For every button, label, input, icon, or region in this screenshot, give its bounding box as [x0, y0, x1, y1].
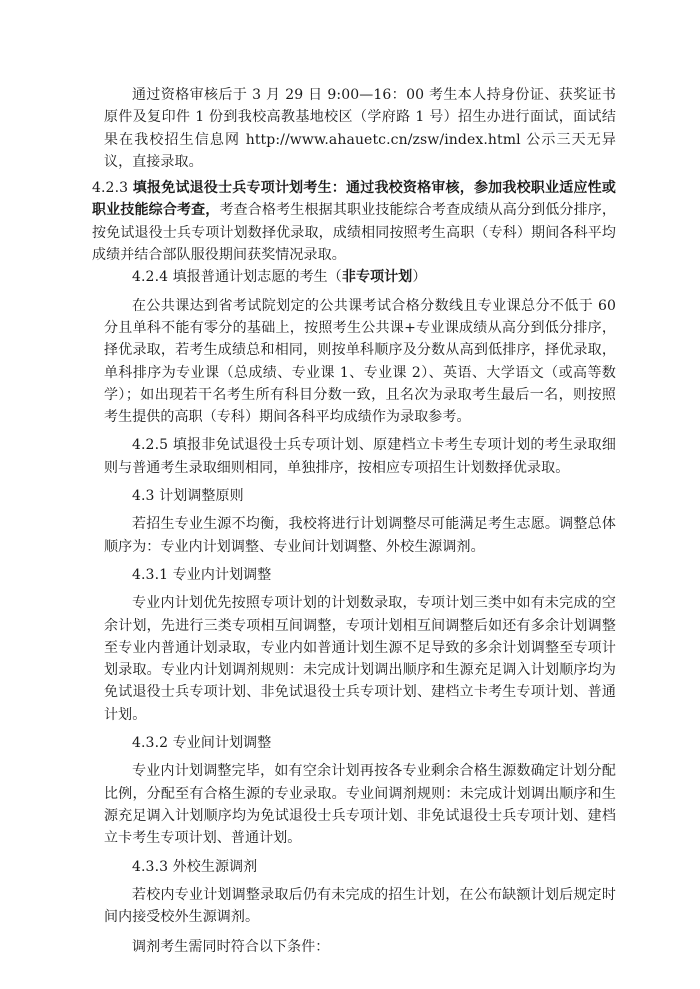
section-4-2-5: 4.2.5 填报非免试退役士兵专项计划、原建档立卡考生专项计划的考生录取细则与普通考生录取细则相同，单独排序，按相应专项招生计划数择优录取。	[104, 437, 616, 476]
heading-4-3-1: 4.3.1 专业内计划调整	[132, 566, 272, 583]
section-4-2-3-text: 考查合格考生根据其职业技能综合考查成绩从高分到低分排序，按免试退役士兵专项计划数择优录取，成绩相同按照考生高职（专科）期间各科平均成绩并结合部队服役期间获奖情况录取。	[92, 202, 616, 264]
paragraph-general-admission: 在公共课达到省考试院划定的公共课考试合格分数线且专业课总分不低于 60 分且单科不能有零分的基础上，按照考生公共课+专业课成绩从高分到低分排序，择优录取，若考生成绩总和相同，则按单科顺序及分数从高到低排序，择优录取，单科排序为专业课（总成绩、专业课 1、专业课 2）、英语、大学语文（或高等数学）；如出现若干名考生所有科目分数一致，且名次为录取考生最后一名，则按照考生提供的高职（专科）期间各科平均成绩作为录取参考。	[104, 297, 616, 426]
paragraph-external-transfer: 若校内专业计划调整录取后仍有未完成的招生计划，在公布缺额计划后规定时间内接受校外生源调剂。	[104, 886, 616, 926]
heading-4-3-2: 4.3.2 专业间计划调整	[132, 735, 272, 752]
paragraph-intra-major: 专业内计划优先按照专项计划的计划数录取，专项计划三类中如有未完成的空余计划，先进行三类专项相互间调整，专项计划相互间调整后如还有多余计划调整至专业内普通计划录取，专业内如普通计划生源不足导致的多余计划调整至专项计划录取。专业内计划调剂规则：未完成计划调出顺序和生源充足调入计划顺序均为免试退役士兵专项计划、非免试退役士兵专项计划、建档立卡考生专项计划、普通计划。	[104, 595, 616, 723]
paragraph-interview-notice: 通过资格审核后于 3 月 29 日 9:00—16：00 考生本人持身份证、获奖证书原件及复印件 1 份到我校高教基地校区（学府路 1 号）招生办进行面试，面试结果在我校招生信息网 http://www.ahauetc.cn/zsw/index.html 公示三天无异议，直接录取。	[104, 87, 616, 170]
document-body	[92, 84, 616, 959]
section-4-2-3-bold: 填报免试退役士兵专项计划考生：通过我校资格审核，参加我校职业适应性或职业技能综合考查，	[92, 180, 616, 219]
paragraph-transfer-conditions: 调剂考生需同时符合以下条件：	[132, 939, 330, 956]
section-4-2-4-heading	[104, 266, 616, 288]
section-4-2-4-suffix: ）	[412, 269, 427, 286]
section-4-2-4-bold: 非专项计划	[341, 269, 413, 286]
heading-4-3: 4.3 计划调整原则	[132, 488, 244, 505]
paragraph-inter-major: 专业内计划调整完毕，如有空余计划再按各专业剩余合格生源数确定计划分配比例，分配至有合格生源的专业录取。专业间调剂规则：未完成计划调出顺序和生源充足调入计划顺序均为免试退役士兵专项计划、非免试退役士兵专项计划、建档立卡考生专项计划、普通计划。	[104, 763, 616, 847]
paragraph-plan-adjustment: 若招生专业生源不均衡，我校将进行计划调整尽可能满足考生志愿。调整总体顺序为：专业内计划调整、专业间计划调整、外校生源调剂。	[104, 516, 616, 555]
heading-4-3-3: 4.3.3 外校生源调剂	[132, 858, 258, 875]
section-4-2-3	[92, 177, 616, 266]
section-4-2-3-number: 4.2.3	[92, 180, 133, 197]
section-4-2-4-prefix: 4.2.4 填报普通计划志愿的考生（	[132, 269, 342, 286]
